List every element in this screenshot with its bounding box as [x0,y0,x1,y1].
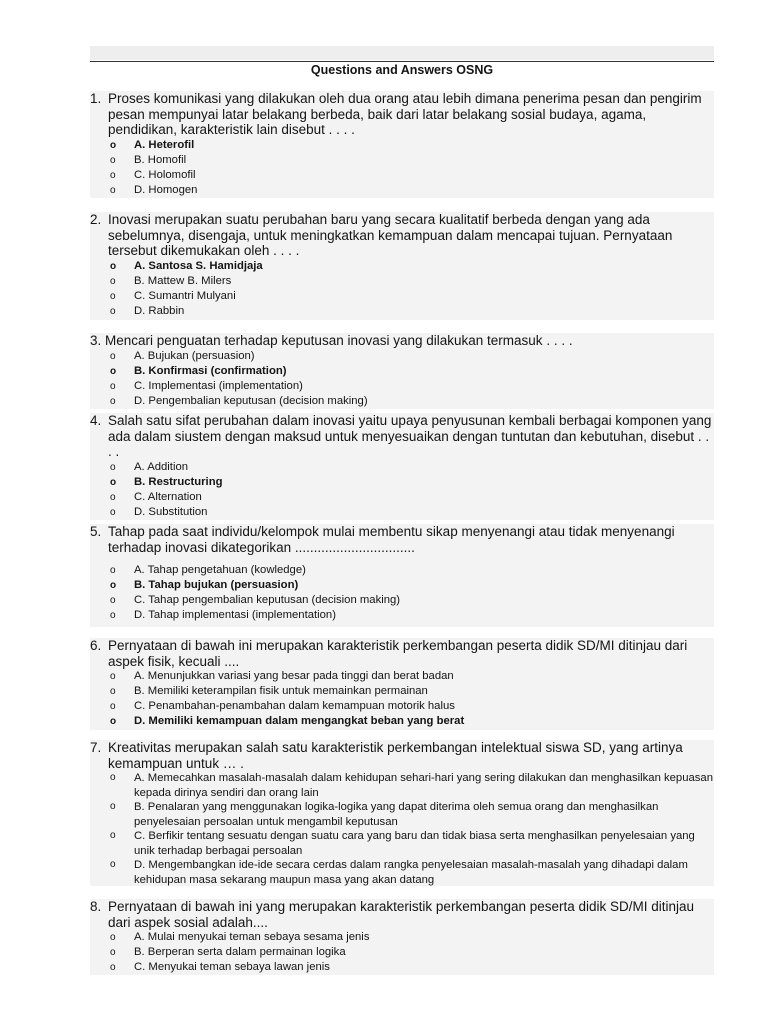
option-label: A. Heterofil [134,138,195,151]
question-6 [90,638,714,730]
bullet-icon: o [110,290,116,302]
bullet-icon: o [110,932,116,943]
question-body: Proses komunikasi yang dilakukan oleh dua orang atau lebih dimana penerima pesan dan pengirim pesan mempunyai latar belakang berbeda, baik dari latar belakang sosial budaya, agama, pendidikan, karakteristik lain disebut . . . . [108,91,702,137]
bullet-icon: o [110,380,116,392]
bullet-icon: o [110,461,116,473]
bullet-icon: o [110,184,116,196]
bullet-icon: o [110,565,116,576]
answer-option [90,578,714,593]
bullet-icon: o [110,686,116,697]
bullet-icon: o [110,395,116,407]
answer-option [90,138,714,153]
bullet-icon: o [110,671,116,682]
answer-option [90,945,714,960]
question-1 [90,91,714,198]
option-label: D. Mengembangkan ide-ide secara cerdas dalam rangka penyelesaian masalah-masalah yang dihadapi dalam kehidupan masa sekarang maupun masa yang akan datang [134,859,688,886]
answer-option [90,608,714,623]
question-number: 2. [90,212,102,227]
bullet-icon: o [110,139,117,151]
option-label: C. Holomofil [134,168,196,181]
option-label: C. Sumantri Mulyani [134,289,236,302]
bullet-icon: o [110,476,117,488]
option-label: A. Tahap pengetahuan (kowledge) [134,564,306,576]
bullet-icon: o [110,962,116,973]
answer-option [90,669,714,684]
answer-option [90,771,714,800]
option-label: D. Pengembalian keputusan (decision making) [134,394,368,407]
question-7 [90,740,714,886]
bullet-icon: o [110,830,116,841]
option-label: D. Tahap implementasi (implementation) [134,609,336,621]
bullet-icon: o [110,491,116,503]
answer-option [90,800,714,829]
question-8 [90,899,714,975]
option-label: C. Tahap pengembalian keputusan (decision making) [134,594,401,606]
answer-option [90,183,714,198]
document-title: Questions and Answers OSNG [310,63,494,77]
question-text [90,524,714,563]
answer-option [90,505,714,520]
answer-option [90,930,714,945]
option-label: A. Memecahkan masalah-masalah dalam kehidupan sehari-hari yang sering dilakukan dan menghasilkan kepuasan kepada dirinya sendiri dan orang lain [134,772,713,799]
question-5 [90,524,714,627]
question-text [90,212,714,259]
answer-option [90,490,714,505]
bullet-icon: o [110,610,116,621]
header-band [90,46,714,60]
answer-option [90,858,714,887]
option-label: C. Berfikir tentang sesuatu dengan suatu cara yang baru dan tidak biasa serta menghasilkan penyelesaian yang unik terhadap berbagai persoalan [134,830,695,857]
question-number: 5. [90,524,102,539]
answer-option [90,304,714,319]
option-label: C. Menyukai teman sebaya lawan jenis [134,961,330,973]
option-label: D. Memiliki kemampuan dalam mengangkat beban yang berat [134,715,465,727]
answer-option [90,699,714,714]
answer-option [90,259,714,274]
option-label: C. Implementasi (implementation) [134,379,303,392]
question-text [90,333,714,349]
answer-option [90,684,714,699]
option-label: B. Tahap bujukan (persuasion) [134,579,299,591]
answer-option [90,379,714,394]
question-text [90,91,714,138]
question-body: Inovasi merupakan suatu perubahan baru yang secara kualitatif berbeda dengan yang ada sebelumnya, disengaja, untuk meningkatkan kemampuan dalam mencapai tujuan. Pernyataan tersebut dikemukakan oleh . . . . [108,212,673,258]
option-label: B. Homofil [134,153,187,166]
option-label: D. Substitution [134,505,208,518]
bullet-icon: o [110,947,116,958]
question-body: Pernyataan di bawah ini merupakan karakteristik perkembangan peserta didik SD/MI ditinjau dari aspek fisik, kecuali .... [108,638,688,669]
bullet-icon: o [110,365,117,377]
bullet-icon: o [110,772,116,783]
answer-option [90,460,714,475]
bullet-icon: o [110,305,116,317]
option-label: C. Alternation [134,490,202,503]
option-label: B. Mattew B. Milers [134,274,232,287]
question-text [90,638,714,669]
question-4 [90,413,714,520]
option-label: A. Menunjukkan variasi yang besar pada tinggi dan berat badan [134,670,454,682]
option-label: D. Homogen [134,183,198,196]
bullet-icon: o [110,859,116,870]
option-label: A. Santosa S. Hamidjaja [134,259,263,272]
question-text [90,899,714,930]
option-label: A. Mulai menyukai teman sebaya sesama jenis [134,931,370,943]
option-label: B. Konfirmasi (confirmation) [134,364,287,377]
question-body: Mencari penguatan terhadap keputusan inovasi yang dilakukan termasuk . . . . [105,333,573,348]
bullet-icon: o [110,154,116,166]
answer-option [90,829,714,858]
bullet-icon: o [110,169,116,181]
option-label: B. Penalaran yang menggunakan logika-logika yang dapat diterima oleh semua orang dan menghasilkan penyelesaian persoalan untuk mengambil keputusan [134,801,659,828]
answer-option [90,168,714,183]
answer-option [90,289,714,304]
question-2 [90,212,714,320]
answer-option [90,714,714,729]
answer-option [90,563,714,578]
answer-option [90,394,714,409]
answer-option [90,349,714,364]
option-label: B. Berperan serta dalam permainan logika [134,946,346,958]
bullet-icon: o [110,801,116,812]
answer-option [90,153,714,168]
question-text [90,413,714,460]
question-body: Tahap pada saat individu/kelompok mulai membentu sikap menyenangi atau tidak menyenangi terhadap inovasi dikategorikan ................................ [108,524,675,555]
question-body: Pernyataan di bawah ini yang merupakan karakteristik perkembangan peserta didik SD/MI ditinjau dari aspek sosial adalah.... [108,899,695,930]
bullet-icon: o [110,580,117,591]
question-text [90,740,714,771]
question-number: 7. [90,740,102,755]
bullet-icon: o [110,350,116,362]
answer-option [90,364,714,379]
answer-option [90,960,714,975]
bullet-icon: o [110,275,116,287]
question-body: Salah satu sifat perubahan dalam inovasi yaitu upaya penyusunan kembali berbagai komponen yang ada dalam siustem dengan maksud untuk menyesuaikan dengan tuntutan dan kebutuhan, disebut . . . . [108,413,712,459]
bullet-icon: o [110,716,117,727]
question-number: 3. [90,333,102,348]
option-label: C. Penambahan-penambahan dalam kemampuan motorik halus [134,700,455,712]
option-label: A. Bujukan (persuasion) [134,349,255,362]
question-number: 8. [90,899,102,914]
option-label: B. Memiliki keterampilan fisik untuk memainkan permainan [134,685,428,697]
question-number: 4. [90,413,102,428]
answer-option [90,593,714,608]
option-label: D. Rabbin [134,304,185,317]
answer-option [90,274,714,289]
bullet-icon: o [110,701,116,712]
option-label: B. Restructuring [134,475,223,488]
bullet-icon: o [110,506,116,518]
question-number: 1. [90,91,102,106]
question-number: 6. [90,638,102,653]
option-label: A. Addition [134,460,189,473]
question-3 [90,333,714,409]
bullet-icon: o [110,595,116,606]
bullet-icon: o [110,260,117,272]
question-body: Kreativitas merupakan salah satu karakteristik perkembangan intelektual siswa SD, yang artinya kemampuan untuk … . [108,740,683,771]
answer-option [90,475,714,490]
